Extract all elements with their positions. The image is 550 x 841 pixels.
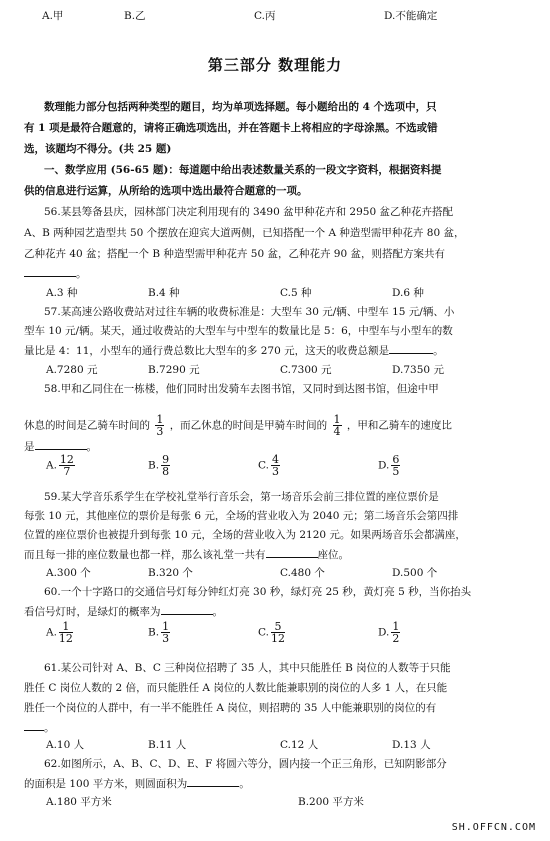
answer-blank (35, 439, 87, 450)
denominator: 3 (272, 465, 279, 478)
q56-text: 56.某县筹备县庆，园林部门决定利用现有的 3490 盆甲种花卉和 2950 盆乙种花卉搭配 (44, 206, 453, 218)
q57-option-a: A.7280 元 (46, 364, 98, 376)
q59-option-b: B.320 个 (148, 567, 193, 579)
q56-option-a: A.3 种 (46, 287, 78, 299)
q58-text-part: 是 (24, 441, 35, 453)
q62-text (24, 776, 530, 791)
q57-text: 57.某高速公路收费站对过往车辆的收费标准是：大型车 30 元/辆、中型车 15 元/辆、小 (44, 306, 455, 318)
q61-text: 胜任 C 岗位人数的 2 倍，而只能胜任 A 岗位的人数比能兼职别的岗位的人多 1 人，在只能 (24, 682, 448, 694)
q57-option-b: B.7290 元 (148, 364, 200, 376)
q59-text: 59.某大学音乐系学生在学校礼堂举行音乐会，第一场音乐会前三排位置的座位票价是 (44, 491, 439, 503)
subsection-line: 一、数学应用 (56-65 题)：每道题中给出表述数量关系的一段文字资料，根据资料提 (44, 164, 442, 176)
q56-text: 乙种花卉 40 盆；搭配一个 B 种造型需甲种花卉 50 盆，乙种花卉 90 盆，则搭配方案共有 (24, 248, 445, 260)
denominator: 3 (156, 425, 164, 438)
denominator: 7 (63, 465, 71, 478)
q60-option-b (148, 621, 172, 644)
option-label: A. (46, 626, 57, 639)
fraction (161, 454, 170, 477)
option-label: D. (378, 459, 390, 472)
prev-option-b: B.乙 (124, 10, 146, 22)
q56-text: A、B 两种园艺造型共 50 个摆放在迎宾大道两侧，已知搭配一个 A 种造型需甲种花卉 80 盆， (24, 227, 465, 239)
option-label: B. (148, 459, 160, 472)
fraction (333, 414, 342, 437)
numerator: 5 (271, 621, 285, 633)
denominator: 12 (58, 632, 73, 645)
option-label: B. (148, 626, 160, 639)
subsection-line: 供的信息进行运算，从所给的选项中选出最符合题意的一项。 (24, 185, 308, 197)
intro-line: 数理能力部分包括两种类型的题目，均为单项选择题。每小题给出的 4 个选项中，只 (44, 101, 437, 113)
q59-text: 位置的座位票价也被提升到每张 10 元，全场的营业收入为 2120 元。如果两场音乐会都满座， (24, 529, 466, 541)
numerator: 1 (392, 620, 400, 633)
q60-text: 60.一个十字路口的交通信号灯每分钟红灯亮 30 秒，绿灯亮 25 秒，黄灯亮 5 秒，当你抬头 (44, 586, 472, 598)
numerator: 1 (162, 620, 170, 633)
q60-option-c (258, 621, 287, 644)
q58-option-b (148, 454, 172, 477)
q62-text: 62.如图所示，A、B、C、D、E、F 将圆六等分，圆内接一个正三角形，已知阴影部分 (44, 758, 447, 770)
denominator: 2 (392, 632, 400, 645)
q61-text: 61.某公司针对 A、B、C 三种岗位招聘了 35 人，其中只能胜任 B 岗位的人数等于只能 (44, 662, 451, 674)
q56-blank-line (24, 266, 530, 281)
q62-tail: 。 (239, 778, 250, 790)
q58-text (24, 439, 530, 454)
q59-option-c: C.480 个 (280, 567, 325, 579)
q58-text-part: 休息的时间是乙骑车时间的 (24, 419, 150, 432)
q59-option-d: D.500 个 (392, 567, 438, 579)
q58-tail: 。 (86, 441, 97, 453)
numerator: 4 (272, 453, 279, 466)
option-label: C. (258, 459, 269, 472)
q58-option-a (46, 454, 77, 477)
q57-text: 型车 10 元/辆。某天，通过收费站的大型车与中型车的数量比是 5：6，中型车与小型车的数 (24, 325, 453, 337)
option-label: D. (378, 626, 390, 639)
answer-blank (389, 343, 433, 354)
answer-blank (24, 266, 76, 277)
q60-tail: 。 (212, 606, 223, 618)
fraction (59, 621, 73, 644)
q61-option-c: C.12 人 (280, 739, 319, 751)
q56-option-c: C.5 种 (280, 287, 312, 299)
prev-option-c: C.丙 (254, 10, 276, 22)
q57-tail: 。 (433, 345, 444, 357)
q61-option-d: D.13 人 (392, 739, 431, 751)
q57-text-part: 量比是 4：11，小型车的通行费总数比大型车的多 270 元，这天的收费总额是 (24, 345, 390, 357)
q59-text (24, 547, 530, 562)
q58-text: 58.甲和乙同住在一栋楼，他们同时出发骑车去图书馆，又同时到达图书馆，但途中甲 (44, 383, 439, 395)
fraction (391, 621, 400, 644)
denominator: 4 (333, 425, 341, 438)
q61-tail: 。 (44, 722, 55, 734)
denominator: 5 (392, 465, 400, 478)
fraction (155, 414, 164, 437)
intro-line: 有 1 项是最符合题意的，请将正确选项选出，并在答题卡上将相应的字母涂黑。不选或错 (24, 122, 438, 134)
watermark: SH.OFFCN.COM (451, 822, 536, 833)
fraction (271, 621, 285, 644)
intro-line: 选，该题均不得分。(共 25 题) (24, 143, 172, 155)
numerator: 6 (392, 453, 400, 466)
numerator: 1 (59, 621, 73, 633)
q59-option-a: A.300 个 (46, 567, 91, 579)
denominator: 3 (162, 632, 170, 645)
fraction (161, 621, 170, 644)
q58-option-d (378, 454, 402, 477)
answer-blank (266, 547, 318, 558)
fraction (391, 454, 400, 477)
option-label: A. (46, 459, 57, 472)
numerator: 9 (162, 453, 170, 466)
numerator: 1 (333, 413, 341, 426)
prev-option-a: A.甲 (42, 10, 64, 22)
q57-option-d: D.7350 元 (392, 364, 444, 376)
fraction (59, 454, 75, 477)
q62-text-part: 的面积是 100 平方米，则圆面积为 (24, 778, 188, 790)
q57-text (24, 343, 530, 358)
q56-option-d: D.6 种 (392, 287, 424, 299)
fraction (271, 454, 280, 477)
q58-text (24, 414, 530, 437)
q62-option-b: B.200 平方米 (298, 796, 364, 808)
q56-tail: 。 (76, 268, 87, 280)
q59-text: 每张 10 元，其他座位的票价是每张 6 元，全场的营业收入为 2040 元；第二场音乐会第四排 (24, 510, 459, 522)
q60-option-d (378, 621, 402, 644)
q62-option-a: A.180 平方米 (46, 796, 112, 808)
q60-option-a (46, 621, 75, 644)
q58-option-c (258, 454, 282, 477)
prev-option-d: D.不能确定 (384, 10, 438, 22)
q57-option-c: C.7300 元 (280, 364, 332, 376)
q61-text: 胜任一个岗位的人群中，有一半不能胜任 A 岗位，则招聘的 35 人中能兼职别的岗位的有 (24, 702, 437, 714)
denominator: 8 (162, 465, 170, 478)
answer-blank (161, 604, 213, 615)
q56-option-b: B.4 种 (148, 287, 180, 299)
answer-blank (24, 720, 44, 731)
q61-option-a: A.10 人 (46, 739, 85, 751)
q59-text-part: 而且每一排的座位数量也都一样，那么该礼堂一共有 (24, 549, 266, 561)
section-title: 第三部分 数理能力 (207, 56, 343, 74)
q61-blank-line (24, 720, 530, 735)
option-label: C. (258, 626, 269, 639)
denominator: 12 (271, 632, 285, 645)
q58-text-part: ，而乙休息的时间是甲骑车时间的 (169, 419, 328, 432)
numerator: 12 (59, 453, 74, 466)
q59-tail: 座位。 (317, 549, 349, 561)
answer-blank (187, 776, 239, 787)
q60-text-part: 看信号灯时，是绿灯的概率为 (24, 606, 161, 618)
q61-option-b: B.11 人 (148, 739, 187, 751)
q58-text-part: ，甲和乙骑车的速度比 (346, 419, 452, 432)
numerator: 1 (156, 413, 164, 426)
q60-text (24, 604, 530, 619)
